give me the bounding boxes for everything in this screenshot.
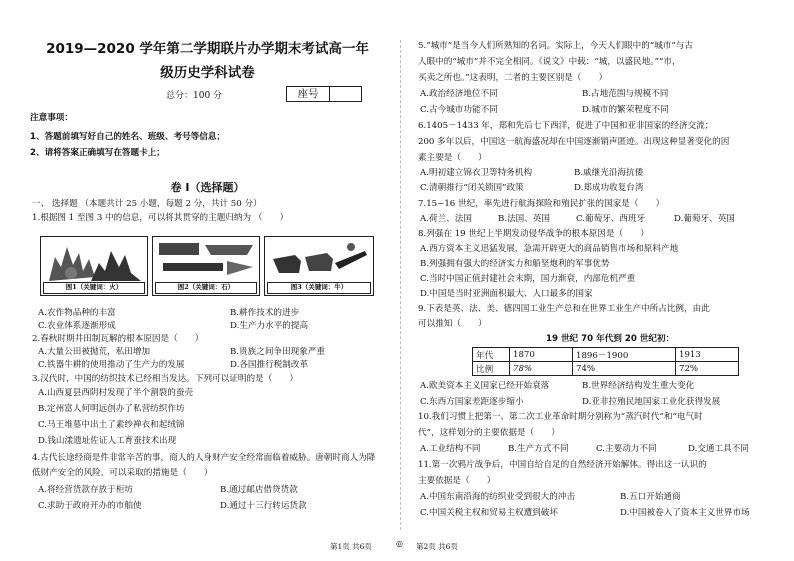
question-1-figures xyxy=(40,236,376,296)
figure-3-ox xyxy=(264,236,374,296)
figure-1-fire xyxy=(40,236,148,296)
q1-option-d[interactable]: D.生产力水平的提高 xyxy=(230,321,309,331)
q7-option-b[interactable]: B.法国、英国 xyxy=(498,214,551,224)
q5-option-b[interactable]: B.占地范围与规模不同 xyxy=(582,89,669,99)
question-1: 1.根据图 1 至图 3 中的信息，可以将其贯穿的主题归纳为 （ ） xyxy=(32,213,289,223)
exam-title-line2: 级历史学科试卷 xyxy=(160,65,255,81)
q10-option-a[interactable]: A.工业结构不同 xyxy=(420,444,481,454)
q6-option-c[interactable]: C.清朝推行“闭关锁国”政策 xyxy=(420,183,524,193)
figure-2-stone xyxy=(152,236,260,296)
table-row xyxy=(473,362,739,376)
question-6-line2: 200 多年以后，中国这一航海盛况却在中国逐渐销声匿迹。出现这种显著变化的因 xyxy=(418,137,730,147)
q6-option-d[interactable]: D.郑成功收复台湾 xyxy=(574,183,644,193)
table-cell: 1896－1900 xyxy=(573,348,676,362)
page-number-left: 第1页 共6页 xyxy=(330,542,372,551)
q1-option-b[interactable]: B.耕作技术的进步 xyxy=(230,308,300,318)
q8-option-d[interactable]: D.中国是当时亚洲面积最大、人口最多的国家 xyxy=(420,289,593,299)
question-8: 8.列强在 19 世纪上半期发动侵华战争的根本原因是（ ） xyxy=(418,229,649,239)
stone-tools-illustration xyxy=(153,237,259,285)
figure-1-caption: 图1（关键词：火） xyxy=(43,282,145,294)
question-6-line1: 6.1405－1433 年，郑和先后七下西洋，促进了中国和亚非国家的经济交流； xyxy=(418,121,714,131)
q8-option-c[interactable]: C.当时中国正值封建社会末期，国力渐衰，内部危机严重 xyxy=(420,274,636,284)
section-title: 卷 I（选择题） xyxy=(170,181,245,194)
page-separator-icon: ◎ xyxy=(396,539,403,548)
q8-option-a[interactable]: A.西方资本主义迅猛发展，急需开辟更大的商品销售市场和原料产地 xyxy=(420,244,679,254)
notice-heading: 注意事项： xyxy=(30,113,73,123)
question-11-line2: 主要依据是（ ） xyxy=(418,476,496,486)
table-row xyxy=(473,348,739,362)
question-2: 2.春秋时期井田制瓦解的根本原因是（ ） xyxy=(32,334,204,344)
q3-option-c[interactable]: C.马王堆墓中出土了素纱禅衣和起绒锦 xyxy=(38,420,185,430)
q1-option-c[interactable]: C.农业体系逐渐形成 xyxy=(38,321,116,331)
q3-option-d[interactable]: D.钱山漾遗址佐证人工育蚕技术出现 xyxy=(38,436,177,446)
ox-plough-illustration xyxy=(265,237,373,285)
q9-table-title: 19 世纪 70 年代到 20 世纪初： xyxy=(546,334,675,344)
question-3: 3.汉代时，中国的纺织技术已经相当发达。下列可以证明的是（ ） xyxy=(32,374,299,384)
table-cell: 比例 xyxy=(473,362,510,376)
table-cell: 1913 xyxy=(676,348,739,362)
question-10-line1: 10.我们习惯上把第一、第二次工业革命时期分别称为“蒸汽时代”和“电气时 xyxy=(418,412,703,422)
q4-option-b[interactable]: B.通过邮店借贷货款 xyxy=(220,485,298,495)
question-7: 7.15~16 世纪，率先进行航海探险和殖民扩张的国家是（ ） xyxy=(418,199,665,209)
q2-option-c[interactable]: C.铁器牛耕的使用推动了生产力的发展 xyxy=(38,360,185,370)
question-5-line3: 买卖之所也。”这表明，二者的主要区别是（ ） xyxy=(418,73,608,83)
q9-option-c[interactable]: C.东西方国家差距逐步缩小 xyxy=(420,397,524,407)
q5-option-c[interactable]: C.古今城市功能不同 xyxy=(420,105,498,115)
q10-option-d[interactable]: D.交通工具不同 xyxy=(688,444,749,454)
section-instructions: 一、 选择题 （本题共计 25 小题，每题 2 分，共计 50 分） xyxy=(32,199,262,209)
total-score: 总分：100 分 xyxy=(166,91,223,101)
q11-option-b[interactable]: B.五口开始通商 xyxy=(620,492,681,502)
q9-option-d[interactable]: D.亚非拉殖民地国家工业化获得发展 xyxy=(582,397,721,407)
q9-data-table xyxy=(472,347,739,376)
q9-option-b[interactable]: B.世界经济结构发生重大变化 xyxy=(582,381,695,391)
q6-option-b[interactable]: B.戚继光沿海抗倭 xyxy=(574,168,644,178)
q8-option-b[interactable]: B.列强拥有强大的经济实力和船坚炮利的军事优势 xyxy=(420,259,610,269)
q7-option-d[interactable]: D.葡萄牙、英国 xyxy=(674,214,735,224)
exam-title-line1: 2019—2020 学年第二学期联片办学期末考试高一年 xyxy=(46,41,369,57)
q11-option-c[interactable]: C.中国关税主权和贸易主权遭到破坏 xyxy=(420,508,558,518)
notice-item-2: 2、请将答案正确填写在答题卡上； xyxy=(30,148,165,158)
fire-illustration xyxy=(41,237,147,285)
table-cell: 74% xyxy=(573,362,676,376)
table-cell: 年代 xyxy=(473,348,510,362)
q4-option-d[interactable]: D.通过十三行转运货款 xyxy=(220,501,307,511)
question-9-line1: 9.下表是英、法、美、德四国工业生产总和在世界工业生产中所占比例，由此 xyxy=(418,304,710,314)
question-4-line1: 4.古代长途经商是件非常辛苦的事，商人的人身财产安全经常面临着威胁。唐朝时商人为降 xyxy=(32,453,376,463)
q10-option-c[interactable]: C.主要动力不同 xyxy=(596,444,657,454)
figure-3-caption: 图3（关键词：牛） xyxy=(267,282,371,294)
q11-option-a[interactable]: A.中国东南沿海的纺织业受到很大的冲击 xyxy=(420,492,576,502)
question-6-line3: 素主要是（ ） xyxy=(418,153,487,163)
q10-option-b[interactable]: B.生产方式不同 xyxy=(508,444,569,454)
q3-option-b[interactable]: B.定州富人何明远创办了私营纺织作坊 xyxy=(38,404,185,414)
q6-option-a[interactable]: A.明初建立锦衣卫等特务机构 xyxy=(420,168,533,178)
q4-option-c[interactable]: C.求助于政府开办的市舶使 xyxy=(38,501,142,511)
page-number-right: 第2页 共6页 xyxy=(416,542,458,551)
q9-option-a[interactable]: A.欧美资本主义国家已经开始衰落 xyxy=(420,381,550,391)
question-11-line1: 11.第一次鸦片战争后，中国自给自足的自然经济开始解体。得出这一认识的 xyxy=(418,460,707,470)
question-5-line1: 5.“城市”是当今人们所熟知的名词。实际上，今天人们眼中的“城市”与古 xyxy=(418,41,693,51)
q5-option-a[interactable]: A.政治经济地位不同 xyxy=(420,89,498,99)
table-cell: 1870 xyxy=(510,348,573,362)
table-cell: 78% xyxy=(510,362,573,376)
question-9-line2: 可以推知（ ） xyxy=(418,319,487,329)
q11-option-d[interactable]: D.中国被卷入了资本主义世界市场 xyxy=(620,508,750,518)
seat-number-box[interactable] xyxy=(286,86,362,102)
seat-label: 座号 xyxy=(287,87,330,101)
figure-2-caption: 图2（关键词：石） xyxy=(155,282,257,294)
q4-option-a[interactable]: A.将经营货款存放于柜坊 xyxy=(38,485,133,495)
question-4-line2: 低财产安全的风险，可以采取的措施是（ ） xyxy=(32,468,213,478)
table-cell: 72% xyxy=(676,362,739,376)
q2-option-b[interactable]: B.贵族之间争田现象严重 xyxy=(230,347,325,357)
q7-option-a[interactable]: A.荷兰、法国 xyxy=(420,214,472,224)
q1-option-a[interactable]: A.农作物品种的丰富 xyxy=(38,308,116,318)
question-10-line2: 代”，这样划分的主要依据是（ ） xyxy=(418,428,560,438)
q3-option-a[interactable]: A.山西夏县西阴村发现了半个割裂的蚕壳 xyxy=(38,388,194,398)
q5-option-d[interactable]: D.城市的繁荣程度不同 xyxy=(582,105,669,115)
question-5-line2: 人眼中的“城市”并不完全相同。《说文》中载：“城，以盛民地。”“市， xyxy=(418,57,681,67)
notice-item-1: 1、答题前填写好自己的姓名、班级、考号等信息； xyxy=(30,132,226,142)
q2-option-a[interactable]: A.大量公田被抛荒，私田增加 xyxy=(38,347,151,357)
q7-option-c[interactable]: C.葡萄牙、西班牙 xyxy=(576,214,646,224)
q2-option-d[interactable]: D.各国推行税制改革 xyxy=(230,360,309,370)
page-divider xyxy=(400,40,401,530)
